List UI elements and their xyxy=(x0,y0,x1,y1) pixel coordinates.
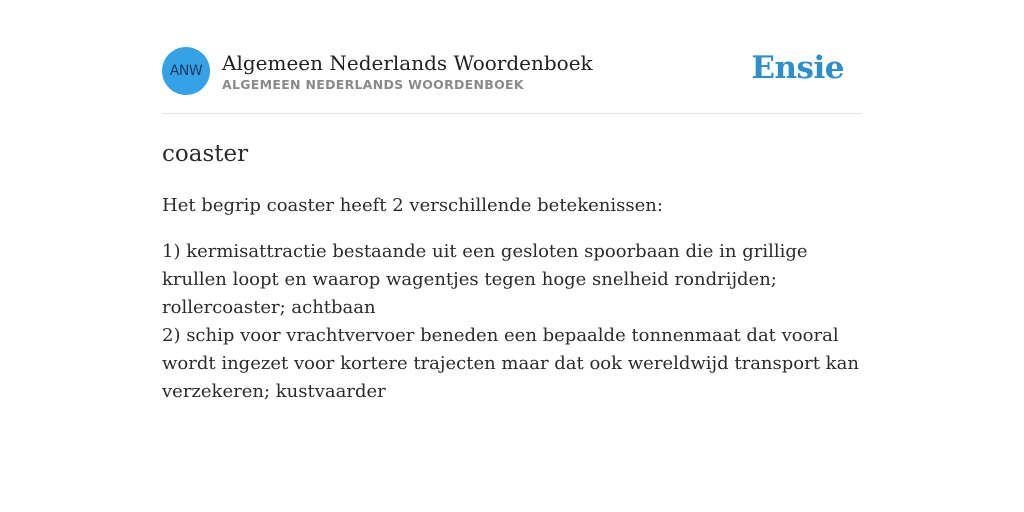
dictionary-page xyxy=(162,0,862,406)
entry-intro: Het begrip coaster heeft 2 verschillende betekenissen: xyxy=(162,195,663,216)
source-titles xyxy=(222,51,593,92)
definition-item: 1) kermisattractie bestaande uit een gesloten spoorbaan die in grillige krullen loopt en waarop wagentjes tegen hoge snelheid rondrijden; rollercoaster; achtbaan xyxy=(162,241,808,318)
definition-list xyxy=(162,238,862,406)
logo-text: ANW xyxy=(169,63,203,79)
definition-item: 2) schip voor vrachtvervoer beneden een bepaalde tonnenmaat dat vooral wordt ingezet voor kortere trajecten maar dat ook wereldwijd transport kan verzekeren; kustvaarder xyxy=(162,325,859,402)
header-divider xyxy=(162,113,862,114)
anw-logo[interactable] xyxy=(162,47,210,95)
source-subtitle: ALGEMEEN NEDERLANDS WOORDENBOEK xyxy=(222,76,524,92)
entry-word: coaster xyxy=(162,141,249,167)
source-title[interactable]: Algemeen Nederlands Woordenboek xyxy=(222,50,593,75)
ensie-brand-logo[interactable]: Ensie xyxy=(751,50,844,86)
